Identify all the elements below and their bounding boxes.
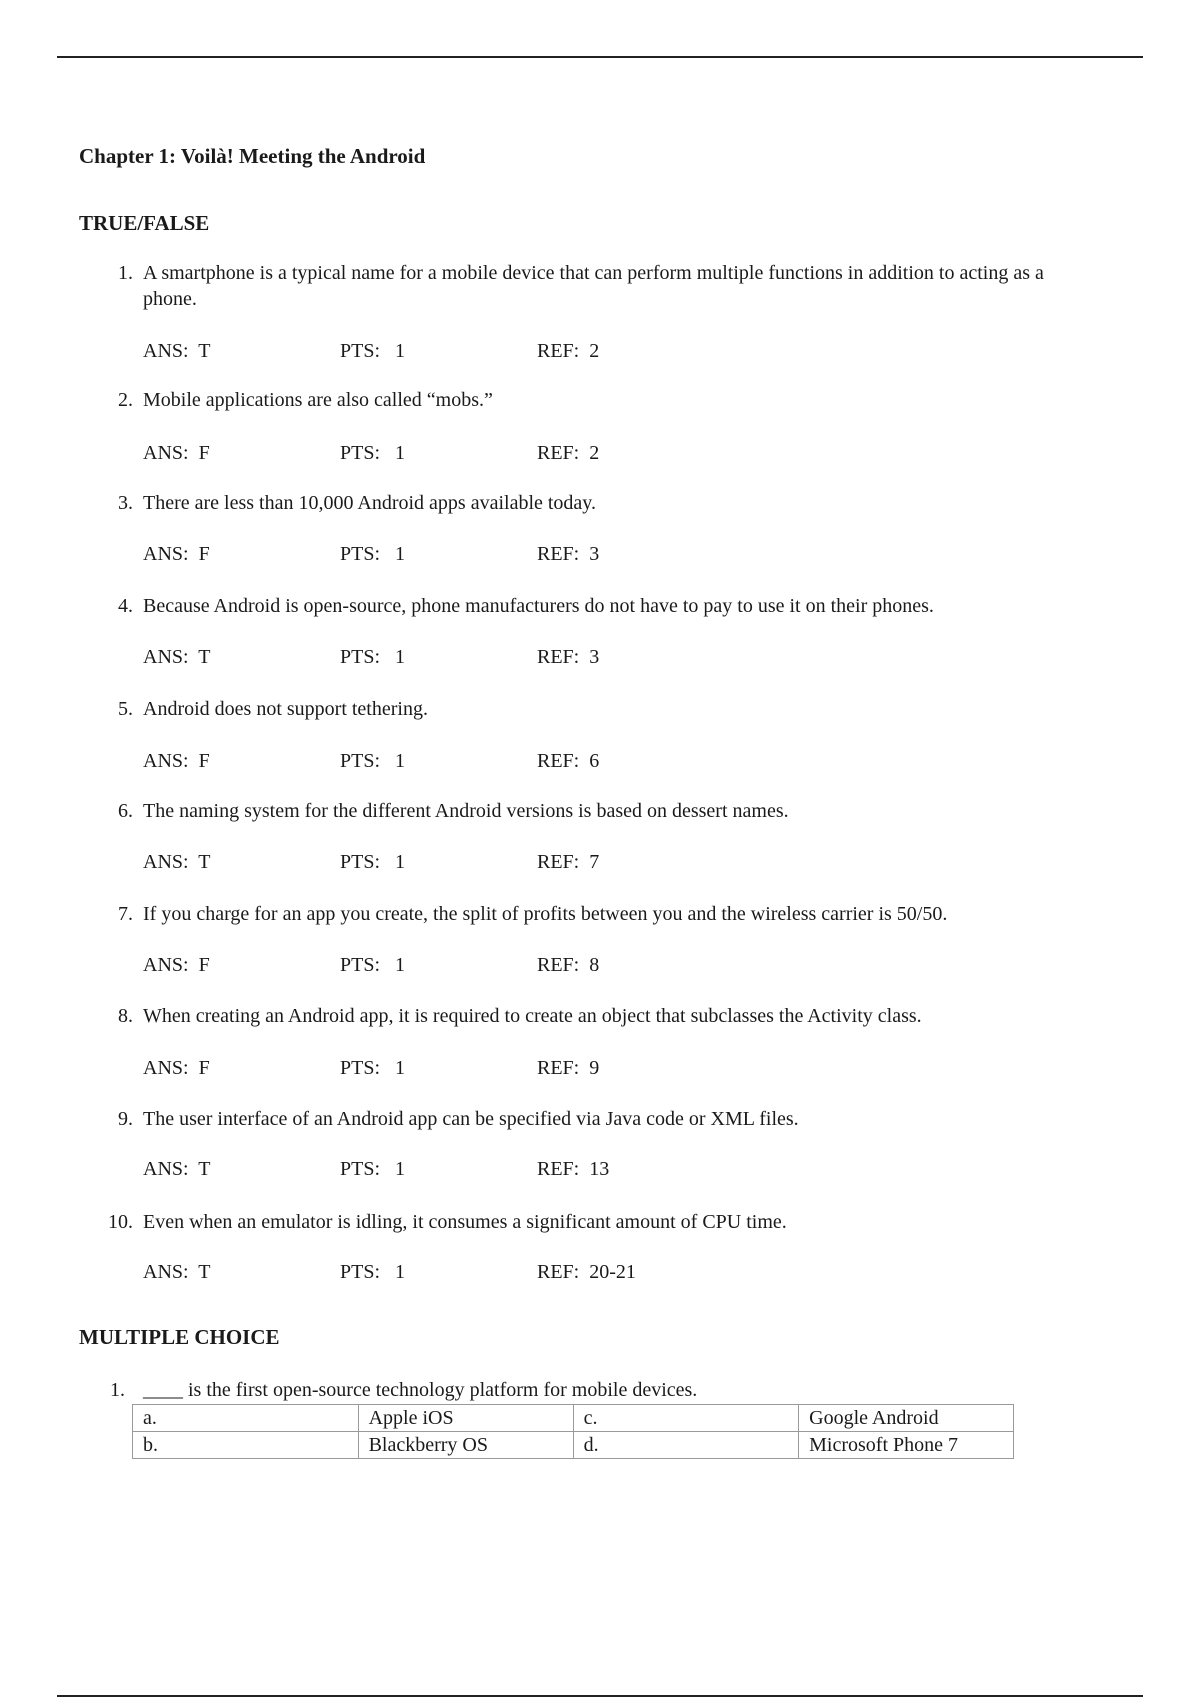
tf-question-2-ref: REF: 2 [537, 442, 600, 464]
tf-question-5-number: 5. [118, 698, 133, 720]
tf-question-4-ref: REF: 3 [537, 646, 600, 668]
choice-b-text: Blackberry OS [358, 1432, 573, 1459]
tf-question-1-text: A smartphone is a typical name for a mobile device that can perform multiple functions in addition to acting as a phone. [143, 262, 1044, 310]
choices-row [133, 1405, 1014, 1432]
tf-question-4-number: 4. [118, 595, 133, 617]
tf-question-10-number: 10. [108, 1211, 133, 1233]
tf-question-9-text: The user interface of an Android app can be specified via Java code or XML files. [143, 1108, 799, 1130]
choice-c-key: c. [573, 1405, 799, 1432]
mc-question-1-number: 1. [110, 1379, 125, 1401]
choice-c-text: Google Android [799, 1405, 1014, 1432]
tf-question-4-ans: ANS: T [143, 646, 211, 668]
tf-question-1-ref: REF: 2 [537, 340, 600, 362]
tf-question-9-ref: REF: 13 [537, 1158, 610, 1180]
tf-question-8-text: When creating an Android app, it is required to create an object that subclasses the Activity class. [143, 1005, 922, 1027]
mc-question-1-choices [132, 1404, 1014, 1459]
tf-question-9-pts: PTS: 1 [340, 1158, 406, 1180]
tf-question-8-ref: REF: 9 [537, 1057, 600, 1079]
tf-question-8-ans: ANS: F [143, 1057, 210, 1079]
tf-question-1-ans: ANS: T [143, 340, 211, 362]
tf-question-7-text: If you charge for an app you create, the split of profits between you and the wireless carrier is 50/50. [143, 903, 948, 925]
tf-question-4-pts: PTS: 1 [340, 646, 406, 668]
tf-question-5-pts: PTS: 1 [340, 750, 406, 772]
choice-b-key: b. [133, 1432, 359, 1459]
choices-row [133, 1432, 1014, 1459]
chapter-title: Chapter 1: Voilà! Meeting the Android [79, 144, 426, 168]
mc-question-1-text: ____ is the first open-source technology platform for mobile devices. [143, 1379, 698, 1401]
tf-question-7-number: 7. [118, 903, 133, 925]
tf-question-10-ref: REF: 20-21 [537, 1261, 636, 1283]
tf-question-5-text: Android does not support tethering. [143, 698, 428, 720]
tf-question-10-text: Even when an emulator is idling, it consumes a significant amount of CPU time. [143, 1211, 787, 1233]
tf-question-8-pts: PTS: 1 [340, 1057, 406, 1079]
tf-question-3-ans: ANS: F [143, 543, 210, 565]
tf-question-6-ans: ANS: T [143, 851, 211, 873]
choice-a-text: Apple iOS [358, 1405, 573, 1432]
tf-question-7-pts: PTS: 1 [340, 954, 406, 976]
tf-question-7-ref: REF: 8 [537, 954, 600, 976]
tf-question-2-ans: ANS: F [143, 442, 210, 464]
choice-d-key: d. [573, 1432, 799, 1459]
tf-question-1-number: 1. [118, 262, 133, 284]
tf-question-6-ref: REF: 7 [537, 851, 600, 873]
true-false-heading: TRUE/FALSE [79, 211, 210, 235]
tf-question-5-ans: ANS: F [143, 750, 210, 772]
tf-question-3-text: There are less than 10,000 Android apps available today. [143, 492, 597, 514]
tf-question-6-number: 6. [118, 800, 133, 822]
tf-question-9-number: 9. [118, 1108, 133, 1130]
bottom-rule [57, 1695, 1143, 1697]
tf-question-10-pts: PTS: 1 [340, 1261, 406, 1283]
tf-question-2-text: Mobile applications are also called “mobs.” [143, 389, 493, 411]
tf-question-2-number: 2. [118, 389, 133, 411]
tf-question-3-number: 3. [118, 492, 133, 514]
tf-question-10-ans: ANS: T [143, 1261, 211, 1283]
tf-question-1-pts: PTS: 1 [340, 340, 406, 362]
tf-question-6-pts: PTS: 1 [340, 851, 406, 873]
tf-question-3-pts: PTS: 1 [340, 543, 406, 565]
multiple-choice-heading: MULTIPLE CHOICE [79, 1325, 280, 1349]
tf-question-4-text: Because Android is open-source, phone manufacturers do not have to pay to use it on their phones. [143, 595, 934, 617]
tf-question-9-ans: ANS: T [143, 1158, 211, 1180]
top-rule [57, 56, 1143, 58]
tf-question-8-number: 8. [118, 1005, 133, 1027]
tf-question-7-ans: ANS: F [143, 954, 210, 976]
tf-question-3-ref: REF: 3 [537, 543, 600, 565]
tf-question-6-text: The naming system for the different Android versions is based on dessert names. [143, 800, 789, 822]
tf-question-5-ref: REF: 6 [537, 750, 600, 772]
choice-d-text: Microsoft Phone 7 [799, 1432, 1014, 1459]
choice-a-key: a. [133, 1405, 359, 1432]
tf-question-2-pts: PTS: 1 [340, 442, 406, 464]
